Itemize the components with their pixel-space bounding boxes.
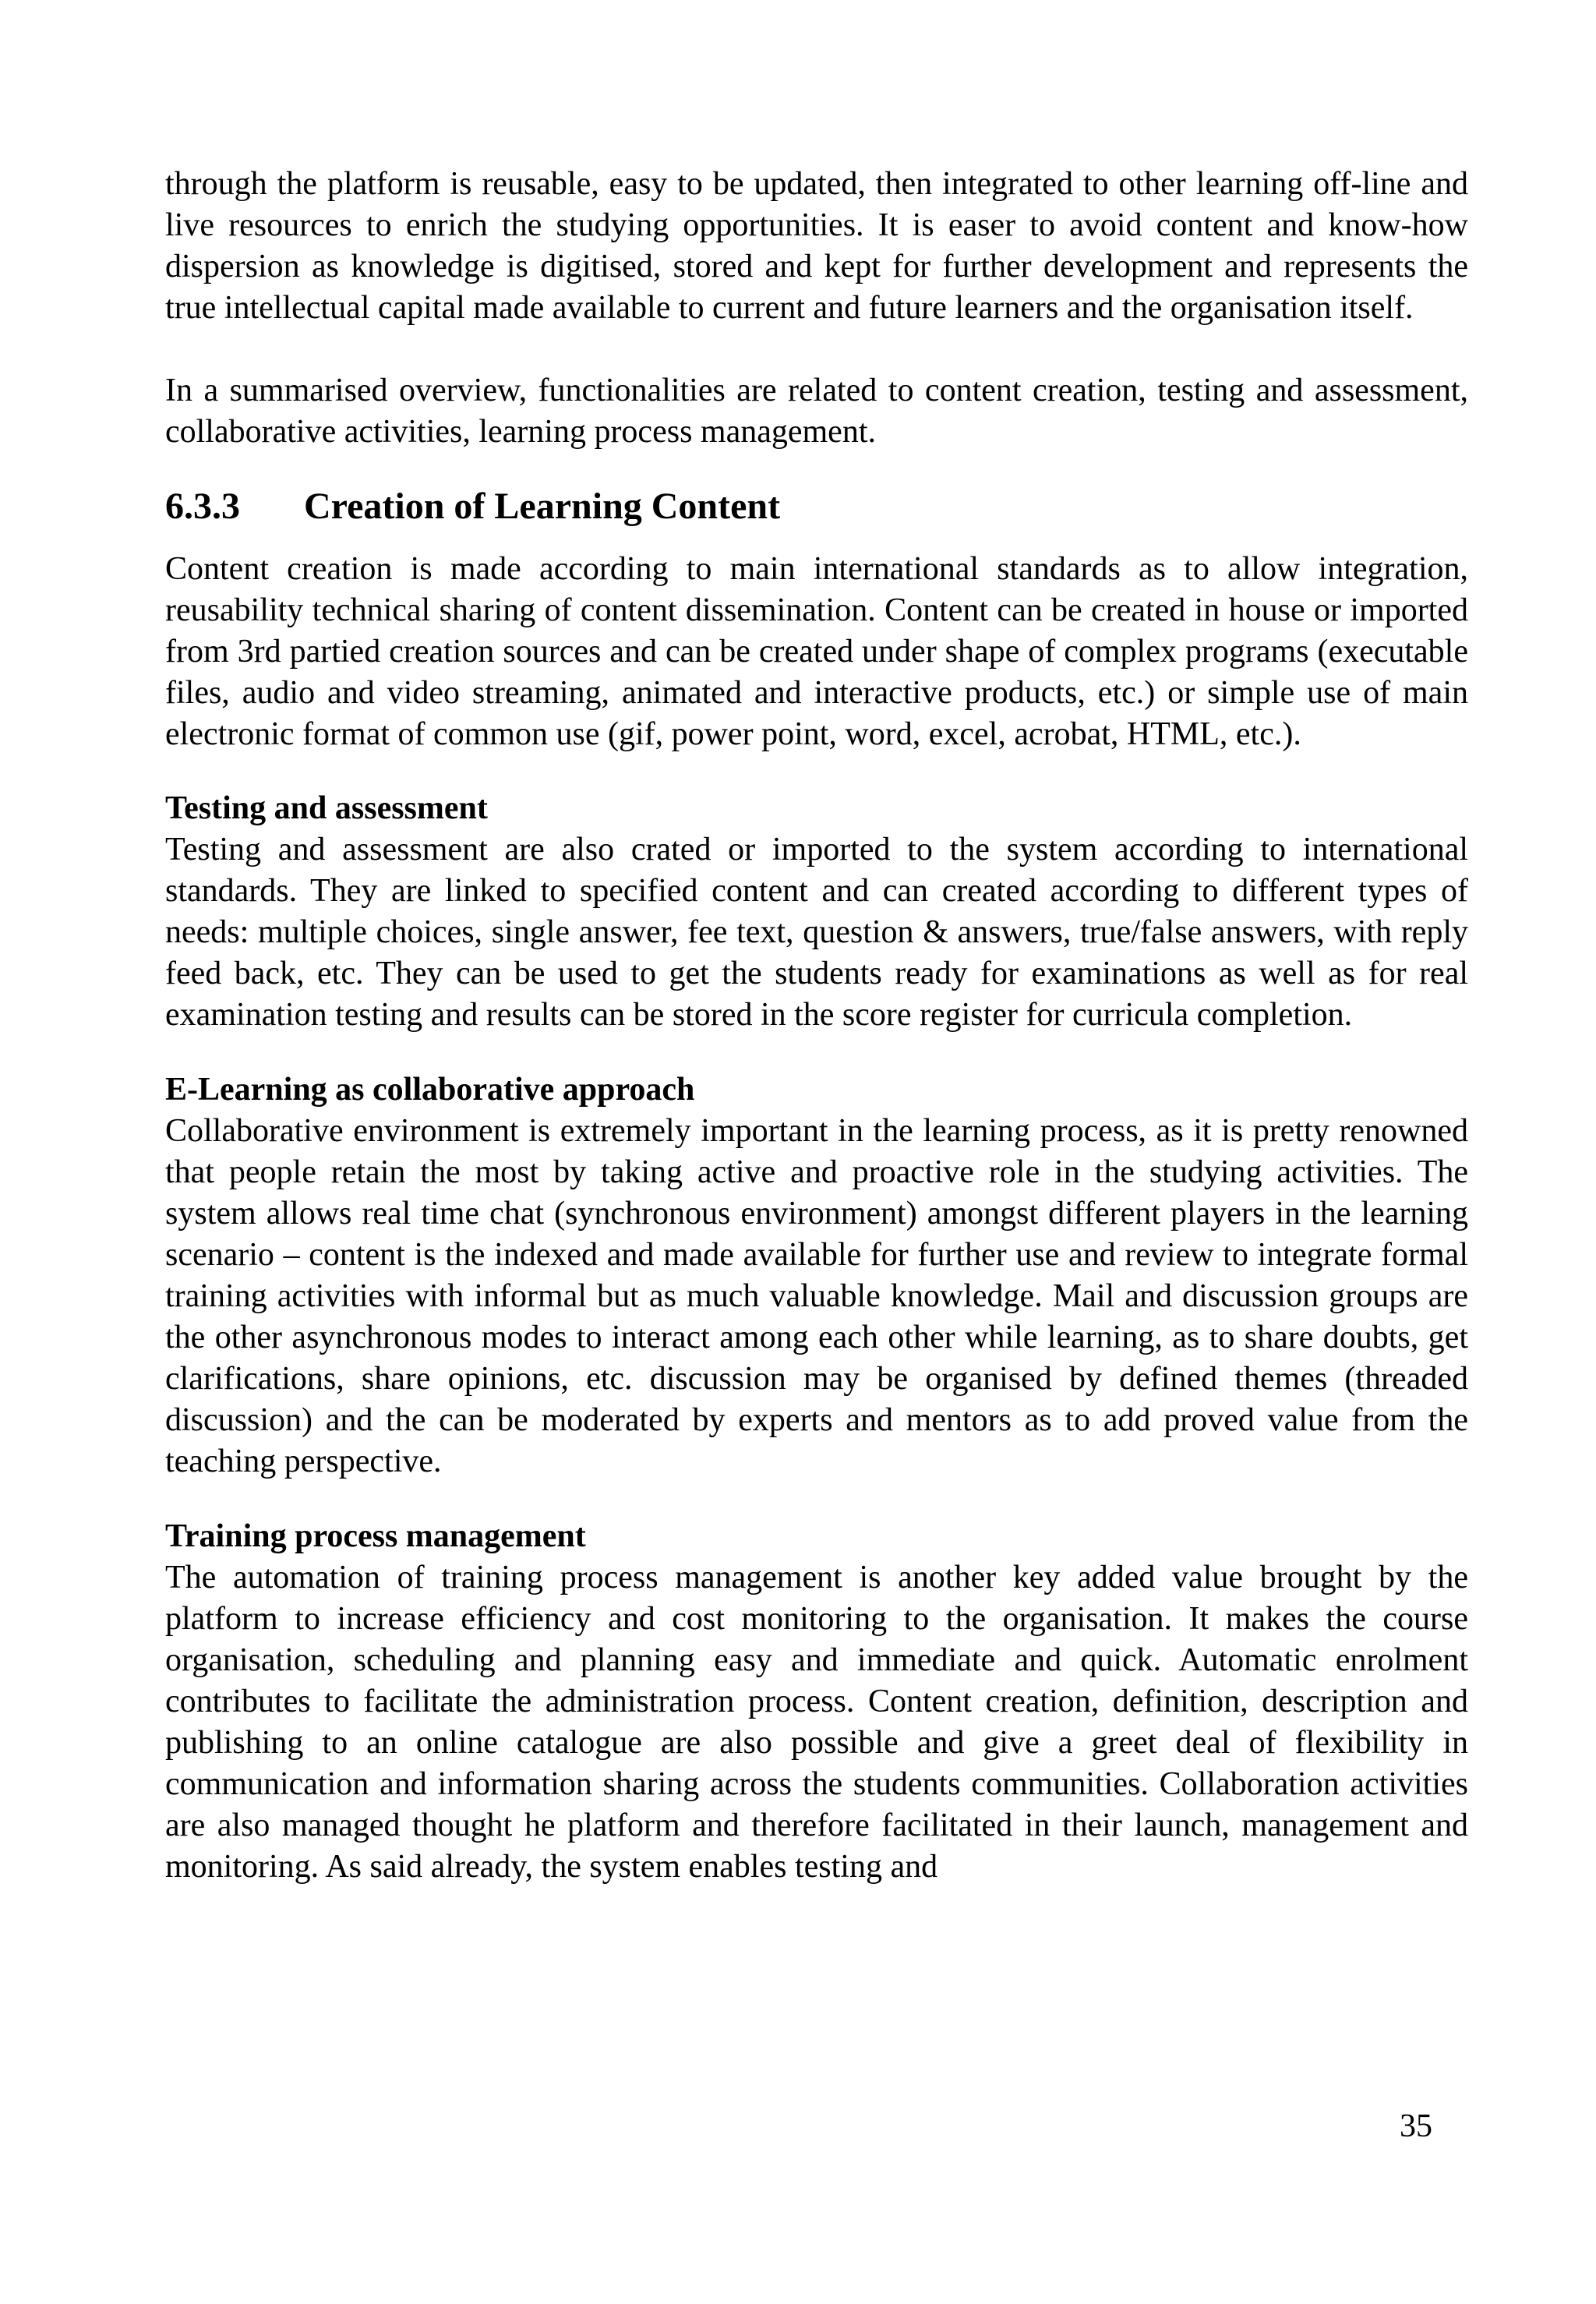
subsection-heading-training: Training process management [165, 1518, 586, 1554]
intro-paragraph-1: through the platform is reusable, easy to be updated, then integrated to other learning off-line and live resources to enrich the studying opportunities. It is easer to avoid content and know-how dispersion as knowledge is digitised, stored and kept for further development and represents the true intellectual capital made available to current and future learners and the organisation itself. [165, 166, 1468, 326]
section-paragraph: Content creation is made according to main international standards as to allow integration, reusability technical sharing of content dissemination. Content can be created in house or imported from 3rd partied creation sources and can be created under shape of complex programs (executable files, audio and video streaming, animated and interactive products, etc.) or simple use of main electronic format of common use (gif, power point, word, excel, acrobat, HTML, etc.). [165, 551, 1468, 752]
subsection-text-testing: Testing and assessment are also crated or imported to the system according to international standards. They are linked to specified content and can created according to different types of needs: multiple choices, single answer, fee text, question & answers, true/false answers, with reply feed back, etc. They can be used to get the students ready for examinations as well as for real examination testing and results can be stored in the score register for curricula completion. [165, 832, 1468, 1033]
intro-paragraph-2: In a summarised overview, functionalities are related to content creation, testing and assessment, collaborative activities, learning process management. [165, 373, 1468, 450]
subsection-text-training: The automation of training process management is another key added value brought by the platform to increase efficiency and cost monitoring to the organisation. It makes the course organisation, scheduling and planning easy and immediate and quick. Automatic enrolment contributes to facilitate the administration process. Content creation, definition, description and publishing to an online catalogue are also possible and give a greet deal of flexibility in communication and information sharing across the students communities. Collaboration activities are also managed thought he platform and therefore facilitated in their launch, management and monitoring. As said already, the system enables testing and [165, 1560, 1468, 1885]
section-heading [165, 484, 1468, 529]
subsection-heading-collaborative: E-Learning as collaborative approach [165, 1072, 695, 1108]
page-number: 35 [1400, 2108, 1432, 2144]
subsection-text-collaborative: Collaborative environment is extremely important in the learning process, as it is pretty renowned that people retain the most by taking active and proactive role in the studying activities. The system allows real time chat (synchronous environment) amongst different players in the learning scenario – content is the indexed and made available for further use and review to integrate formal training activities with informal but as much valuable knowledge. Mail and discussion groups are the other asynchronous modes to interact among each other while learning, as to share doubts, get clarifications, share opinions, etc. discussion may be organised by defined themes (threaded discussion) and the can be moderated by experts and mentors as to add proved value from the teaching perspective. [165, 1113, 1468, 1479]
section-title: Creation of Learning Content [304, 486, 781, 527]
section-number: 6.3.3 [165, 486, 240, 527]
document-page [165, 164, 1468, 1888]
subsection-heading-testing: Testing and assessment [165, 790, 488, 826]
